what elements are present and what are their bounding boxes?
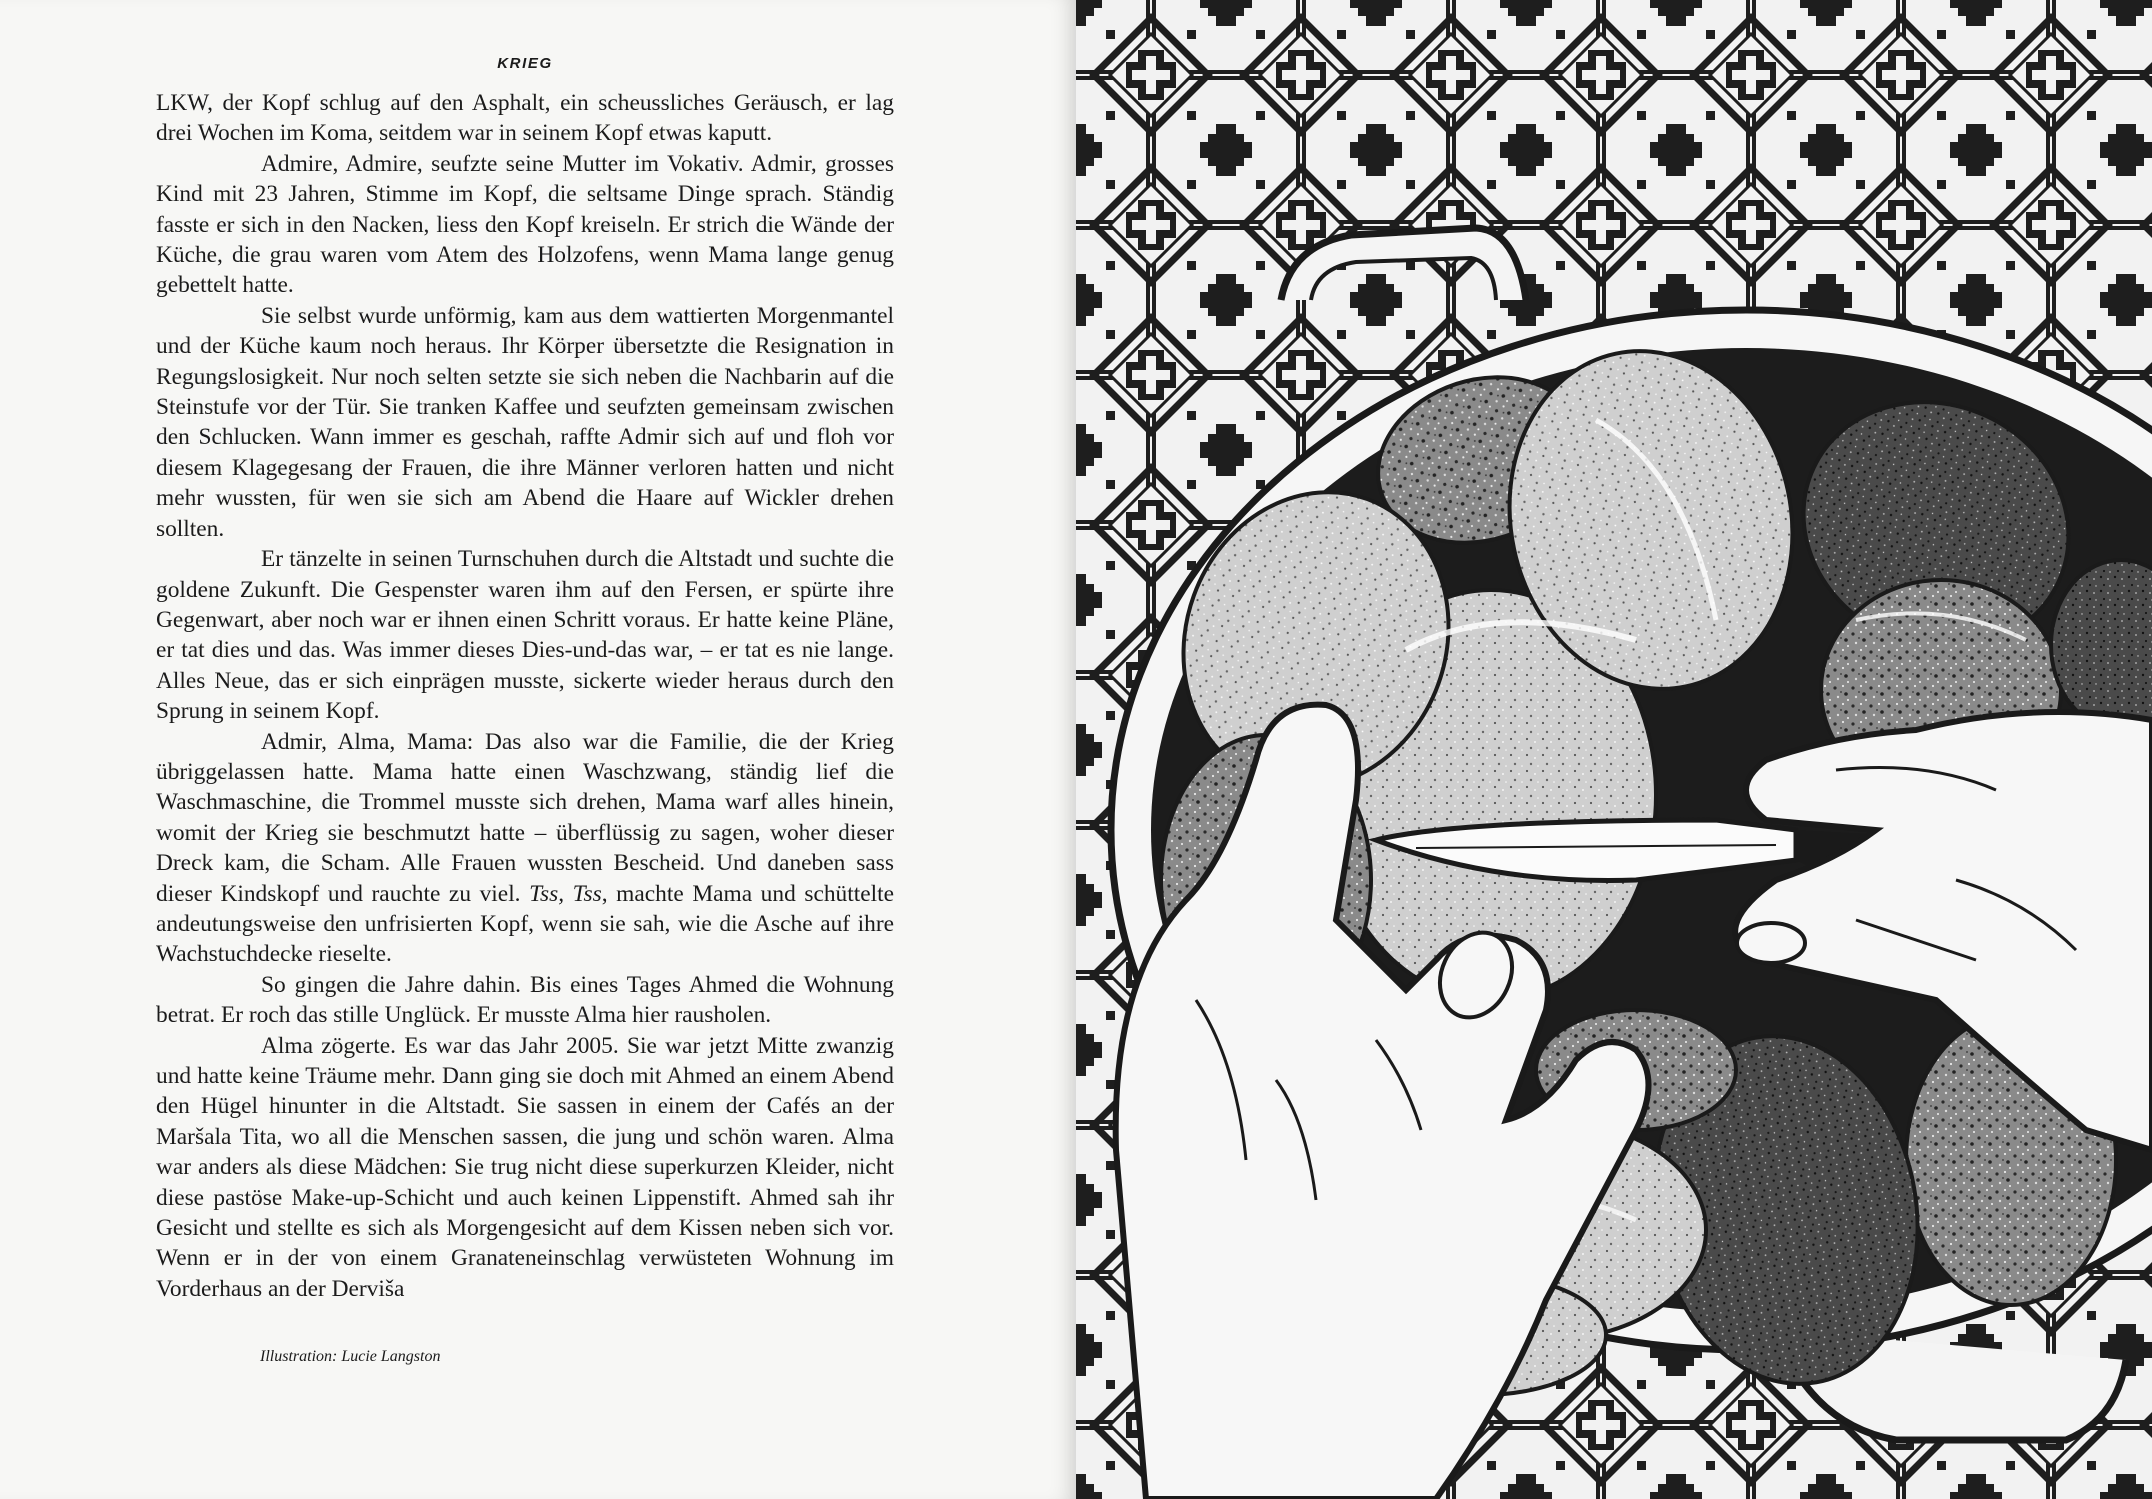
paragraph	[156, 88, 894, 149]
body-text	[156, 88, 894, 1304]
paragraph	[156, 727, 894, 970]
illustration-credit: Illustration: Lucie Langston	[260, 1348, 441, 1365]
paragraph-text: Er tänzelte in seinen Turnschuhen durch die Altstadt und suchte die goldene Zukunft. Die Gespenster waren ihm auf den Fersen, er spürte ihre Gegenwart, aber noch war er ihnen einen Schritt voraus. Er hatte keine Pläne, er tat dies und das. Was immer dieses Dies-und-das war, – er tat es nie lange. Alles Neue, das er sich einprägen musste, sickerte wieder heraus durch den Sprung in seinem Kopf.	[156, 546, 894, 725]
paragraph	[156, 544, 894, 726]
paragraph	[156, 149, 894, 301]
paragraph-text: , machte Mama und schüttelte andeutungsweise den unfrisierten Kopf, wenn sie sah, wie die Asche auf ihre Wachstuchdecke rieselte.	[156, 880, 895, 968]
running-head: KRIEG	[497, 55, 553, 72]
paragraph-text: Admir, Alma, Mama: Das also war die Familie, die der Krieg übriggelassen hatte. Mama hatte einen Waschzwang, ständig lief die Waschmaschine, die Trommel musste sich drehen, Mama warf alles hinein, womit der Krieg sie beschmutzt hatte – überflüssig zu sagen, woher dieser Dreck kam, die Scham. Alle Frauen wussten Bescheid. Und daneben sass dieser Kindskopf und rauchte zu viel.	[156, 728, 894, 907]
paragraph-text: So gingen die Jahre dahin. Bis eines Tages Ahmed die Wohnung betrat. Er roch das stille Unglück. Er musste Alma hier rausholen.	[156, 971, 894, 1029]
paragraph	[156, 1031, 894, 1305]
illustration-hands-cutting-potatoes-icon	[1076, 0, 2152, 1499]
italic-phrase: Tss, Tss	[529, 880, 602, 907]
paragraph-text: Sie selbst wurde unförmig, kam aus dem wattierten Morgenmantel und der Küche kaum noch heraus. Ihr Körper übersetzte die Resignation in Regungslosigkeit. Nur noch selten setzte sie sich neben die Nachbarin auf die Steinstufe vor der Tür. Sie tranken Kaffee und seufzten gemeinsam zwischen den Schlucken. Wann immer es geschah, raffte Admir sich auf und floh vor diesem Klagegesang der Frauen, die ihre Männer verloren hatten und nicht mehr wussten, für wen sie sich am Abend die Haare auf Wickler drehen sollten.	[156, 302, 894, 542]
paragraph-text: Alma zögerte. Es war das Jahr 2005. Sie war jetzt Mitte zwanzig und hatte keine Träume mehr. Dann ging sie doch mit Ahmed an einem Abend den Hügel hinunter in die Altstadt. Sie sassen in einem der Cafés an der Maršala Tita, wo all die Menschen sassen, die jung und schön waren. Alma war anders als diese Mädchen: Sie trug nicht diese superkurzen Kleider, nicht diese pastöse Make-up-Schicht und auch keinen Lippenstift. Ahmed sah ihr Gesicht und stellte es sich als Morgengesicht auf dem Kissen neben sich vor. Wenn er in der von einem Granateneinschlag verwüsteten Wohnung im Vorderhaus an der Derviša	[156, 1032, 894, 1302]
paragraph-text: LKW, der Kopf schlug auf den Asphalt, ein scheussliches Geräusch, er lag drei Wochen im Koma, seitdem war in seinem Kopf etwas kaputt.	[156, 90, 894, 147]
paragraph	[156, 301, 894, 544]
paragraph	[156, 970, 894, 1031]
illustration-page	[1076, 0, 2152, 1499]
paragraph-text: Admire, Admire, seufzte seine Mutter im Vokativ. Admir, grosses Kind mit 23 Jahren, Stimme im Kopf, die seltsame Dinge sprach. Ständig fasste er sich in den Nacken, liess den Kopf kreiseln. Er strich die Wände der Küche, die grau waren vom Atem des Holzofens, wenn Mama lange genug gebettelt hatte.	[156, 150, 894, 299]
